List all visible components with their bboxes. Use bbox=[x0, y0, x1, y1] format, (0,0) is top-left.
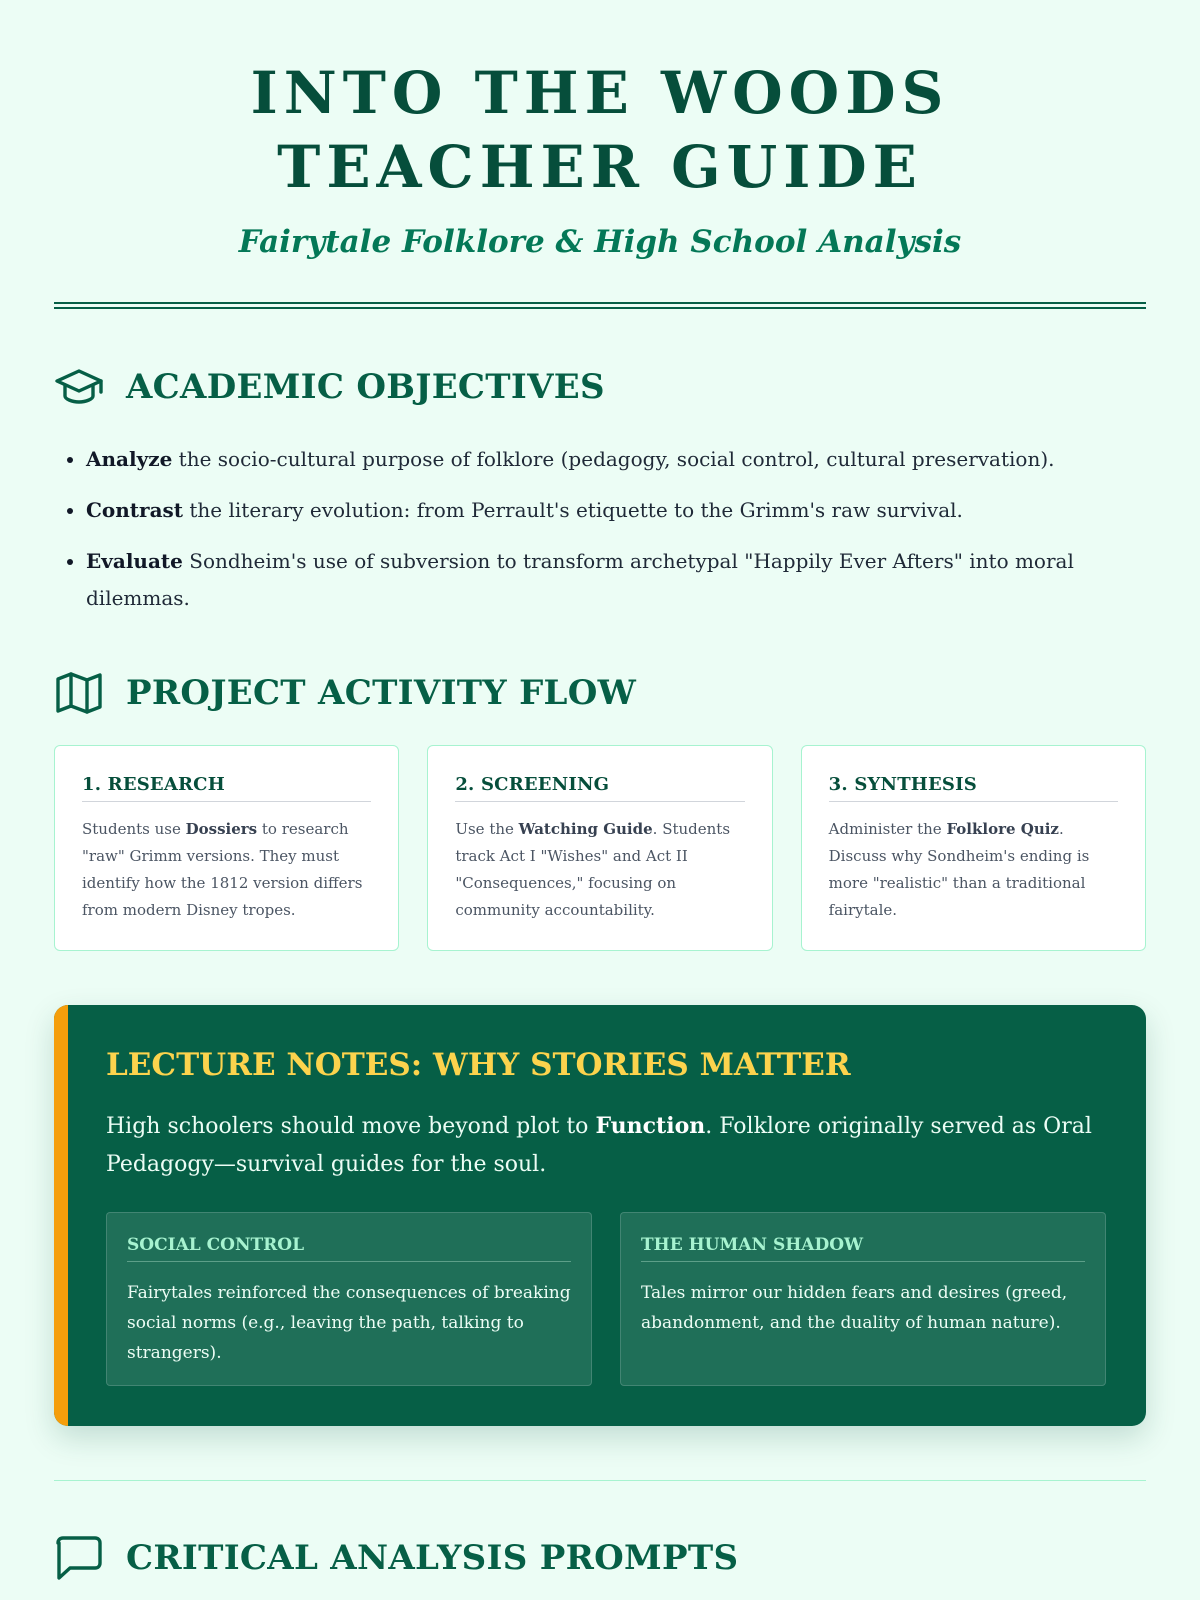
objectives-list bbox=[54, 441, 1146, 617]
header-double-rule bbox=[54, 302, 1146, 309]
map-icon bbox=[54, 671, 104, 715]
card-title: 1. RESEARCH bbox=[82, 774, 371, 802]
section-title-objectives: ACADEMIC OBJECTIVES bbox=[126, 367, 605, 407]
document-header bbox=[54, 0, 1146, 309]
section-heading-prompts bbox=[54, 1535, 1146, 1581]
activity-cards bbox=[54, 745, 1146, 951]
lecture-accent-bar bbox=[54, 1005, 68, 1426]
card-text bbox=[829, 816, 1118, 924]
academic-objectives-section bbox=[54, 367, 1146, 617]
speech-bubble-icon bbox=[54, 1535, 104, 1581]
card-title: 2. SCREENING bbox=[455, 774, 744, 802]
lecture-intro-rest: . Folklore originally served as Oral Pedagogy—survival guides for the soul. bbox=[106, 1114, 1092, 1177]
list-item bbox=[86, 492, 1146, 529]
project-activity-flow-section bbox=[54, 671, 1146, 951]
activity-card-screening bbox=[427, 745, 772, 951]
objective-verb: Evaluate bbox=[86, 549, 183, 573]
lecture-box-human-shadow bbox=[620, 1212, 1106, 1386]
list-item bbox=[86, 543, 1146, 617]
lecture-intro-bold: Function bbox=[595, 1113, 706, 1139]
lecture-intro bbox=[106, 1107, 1106, 1184]
critical-analysis-prompts-section bbox=[54, 1535, 1146, 1581]
graduation-cap-icon bbox=[54, 367, 104, 407]
page-subtitle: Fairytale Folklore & High School Analysis bbox=[238, 224, 962, 260]
card-text-bold: Watching Guide bbox=[518, 820, 653, 838]
card-text bbox=[82, 816, 371, 924]
card-text-rest: . Students track Act I "Wishes" and Act II "Consequences," focusing on community accountability. bbox=[455, 820, 731, 919]
objective-verb: Analyze bbox=[86, 447, 173, 471]
section-title-prompts: CRITICAL ANALYSIS PROMPTS bbox=[126, 1538, 739, 1578]
lecture-box-text: Tales mirror our hidden fears and desires (greed, abandonment, and the duality of human nature). bbox=[641, 1283, 1068, 1333]
lecture-boxes bbox=[106, 1212, 1106, 1386]
objective-text: Sondheim's use of subversion to transform archetypal "Happily Ever Afters" into moral dilemmas. bbox=[86, 549, 1074, 610]
lecture-box-text: Fairytales reinforced the consequences of breaking social norms (e.g., leaving the path, talking to strangers). bbox=[127, 1283, 571, 1363]
card-text-lead: Use the bbox=[455, 820, 519, 838]
section-divider bbox=[54, 1480, 1146, 1481]
page-title: INTO THE WOODS TEACHER GUIDE bbox=[250, 59, 950, 201]
section-heading-objectives bbox=[54, 367, 1146, 407]
lecture-notes-panel bbox=[54, 1005, 1146, 1426]
card-text-lead: Students use bbox=[82, 820, 186, 838]
card-text-bold: Dossiers bbox=[185, 820, 258, 838]
section-title-flow: PROJECT ACTIVITY FLOW bbox=[126, 673, 637, 713]
list-item bbox=[86, 441, 1146, 478]
lecture-title: LECTURE NOTES: WHY STORIES MATTER bbox=[106, 1047, 851, 1083]
objective-text: the literary evolution: from Perrault's etiquette to the Grimm's raw survival. bbox=[183, 498, 963, 522]
activity-card-synthesis bbox=[801, 745, 1146, 951]
lecture-intro-lead: High schoolers should move beyond plot to bbox=[106, 1114, 596, 1139]
card-text-rest: to research "raw" Grimm versions. They must identify how the 1812 version differs from modern Disney tropes. bbox=[82, 820, 363, 919]
activity-card-research bbox=[54, 745, 399, 951]
card-text-lead: Administer the bbox=[828, 820, 947, 838]
section-heading-flow bbox=[54, 671, 1146, 715]
card-title: 3. SYNTHESIS bbox=[829, 774, 1118, 802]
card-text-rest: . Discuss why Sondheim's ending is more "realistic" than a traditional fairytale. bbox=[828, 820, 1090, 919]
objective-text: the socio-cultural purpose of folklore (pedagogy, social control, cultural preservation). bbox=[172, 447, 1055, 471]
card-text bbox=[455, 816, 744, 924]
card-text-bold: Folklore Quiz bbox=[946, 820, 1059, 838]
lecture-box-title: SOCIAL CONTROL bbox=[127, 1235, 571, 1262]
lecture-box-social-control bbox=[106, 1212, 592, 1386]
objective-verb: Contrast bbox=[86, 498, 184, 522]
lecture-box-title: THE HUMAN SHADOW bbox=[641, 1235, 1085, 1262]
